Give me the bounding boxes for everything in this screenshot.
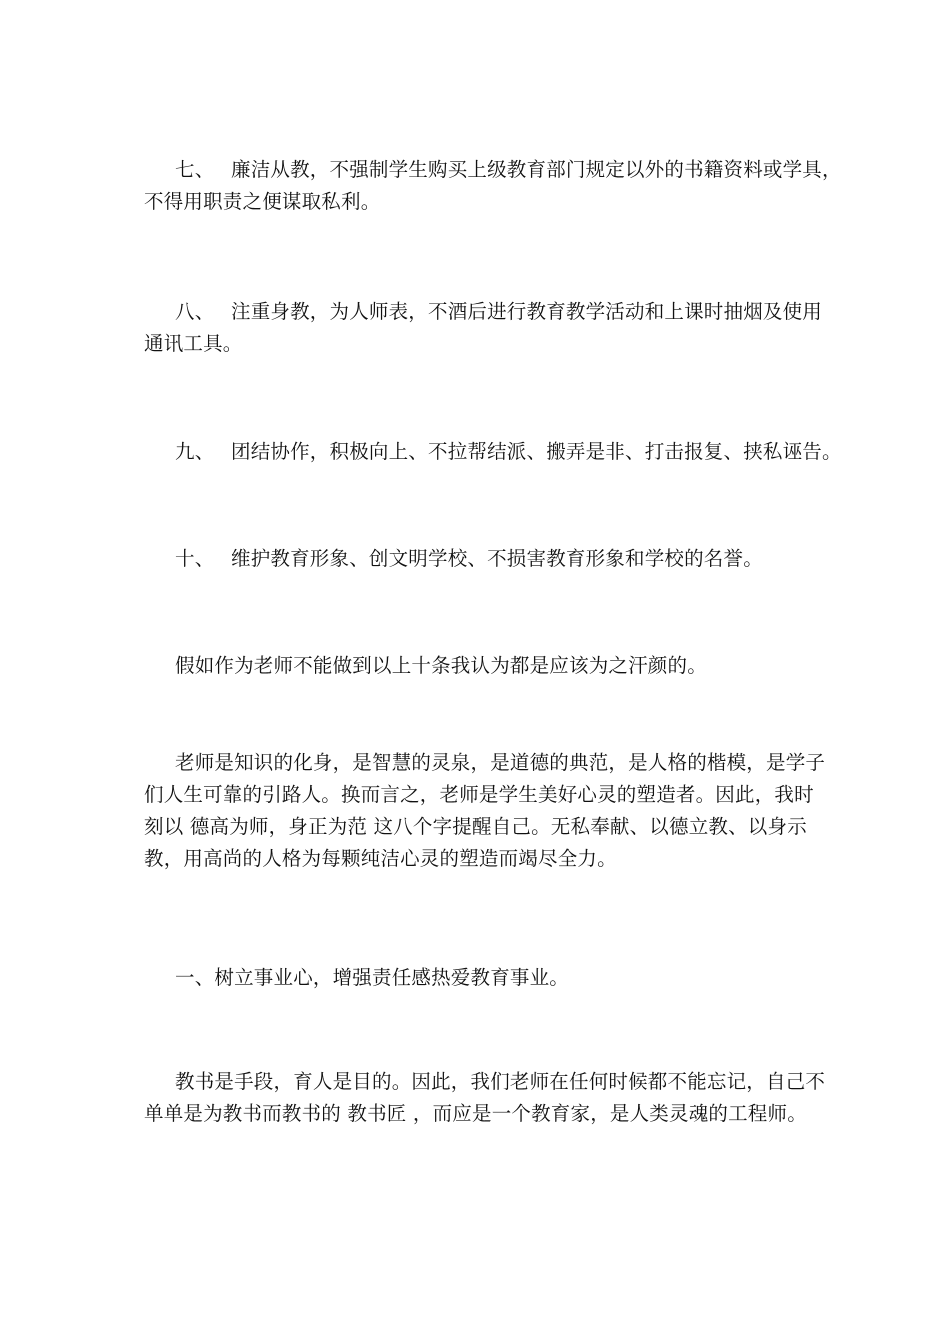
teacher-role-line-3: 刻以 德高为师，身正为范 这八个字提醒自己。无私奉献、以德立教、以身示 bbox=[144, 815, 807, 838]
summary-line-1: 假如作为老师不能做到以上十条我认为都是应该为之汗颜的。 bbox=[175, 654, 707, 677]
rule-text: 维护教育形象、创文明学校、不损害教育形象和学校的名誉。 bbox=[231, 547, 763, 570]
summary-paragraph bbox=[144, 650, 809, 682]
rule-item-7-line-2: 不得用职责之便谋取私利。 bbox=[144, 190, 381, 213]
teacher-role-line-4: 教，用高尚的人格为每颗纯洁心灵的塑造而竭尽全力。 bbox=[144, 847, 617, 870]
rule-number-8: 八、 bbox=[175, 300, 215, 323]
rule-item-9-line-1 bbox=[144, 436, 842, 468]
section-heading-1 bbox=[144, 962, 809, 994]
teacher-role-paragraph bbox=[144, 747, 826, 875]
teaching-purpose-paragraph bbox=[144, 1066, 826, 1130]
section-heading-1-text: 一、树立事业心，增强责任感热爱教育事业。 bbox=[175, 966, 570, 989]
rule-number-10: 十、 bbox=[175, 547, 215, 570]
rule-text: 注重身教，为人师表，不酒后进行教育教学活动和上课时抽烟及使用 bbox=[231, 300, 823, 323]
rule-item-8-line-2: 通讯工具。 bbox=[144, 332, 243, 355]
rule-text: 团结协作，积极向上、不拉帮结派、搬弄是非、打击报复、挟私诬告。 bbox=[231, 440, 842, 463]
rule-item-8-line-1 bbox=[144, 296, 823, 328]
rule-item-7 bbox=[144, 154, 842, 218]
rule-item-10 bbox=[144, 543, 809, 575]
rule-number-9: 九、 bbox=[175, 440, 215, 463]
rule-text: 廉洁从教，不强制学生购买上级教育部门规定以外的书籍资料或学具， bbox=[231, 158, 842, 181]
rule-item-9 bbox=[144, 436, 842, 468]
teacher-role-line-2: 们人生可靠的引路人。换而言之，老师是学生美好心灵的塑造者。因此，我时 bbox=[144, 783, 814, 806]
rule-number-7: 七、 bbox=[175, 158, 215, 181]
rule-item-10-line-1 bbox=[144, 543, 809, 575]
teaching-purpose-line-2: 单单是为教书而教书的 教书匠 ，而应是一个教育家，是人类灵魂的工程师。 bbox=[144, 1102, 807, 1125]
rule-item-7-line-1 bbox=[144, 154, 842, 186]
teaching-purpose-line-1: 教书是手段，育人是目的。因此，我们老师在任何时候都不能忘记，自己不 bbox=[175, 1070, 826, 1093]
teacher-role-line-1: 老师是知识的化身，是智慧的灵泉，是道德的典范，是人格的楷模，是学子 bbox=[175, 751, 826, 774]
rule-item-8 bbox=[144, 296, 823, 360]
